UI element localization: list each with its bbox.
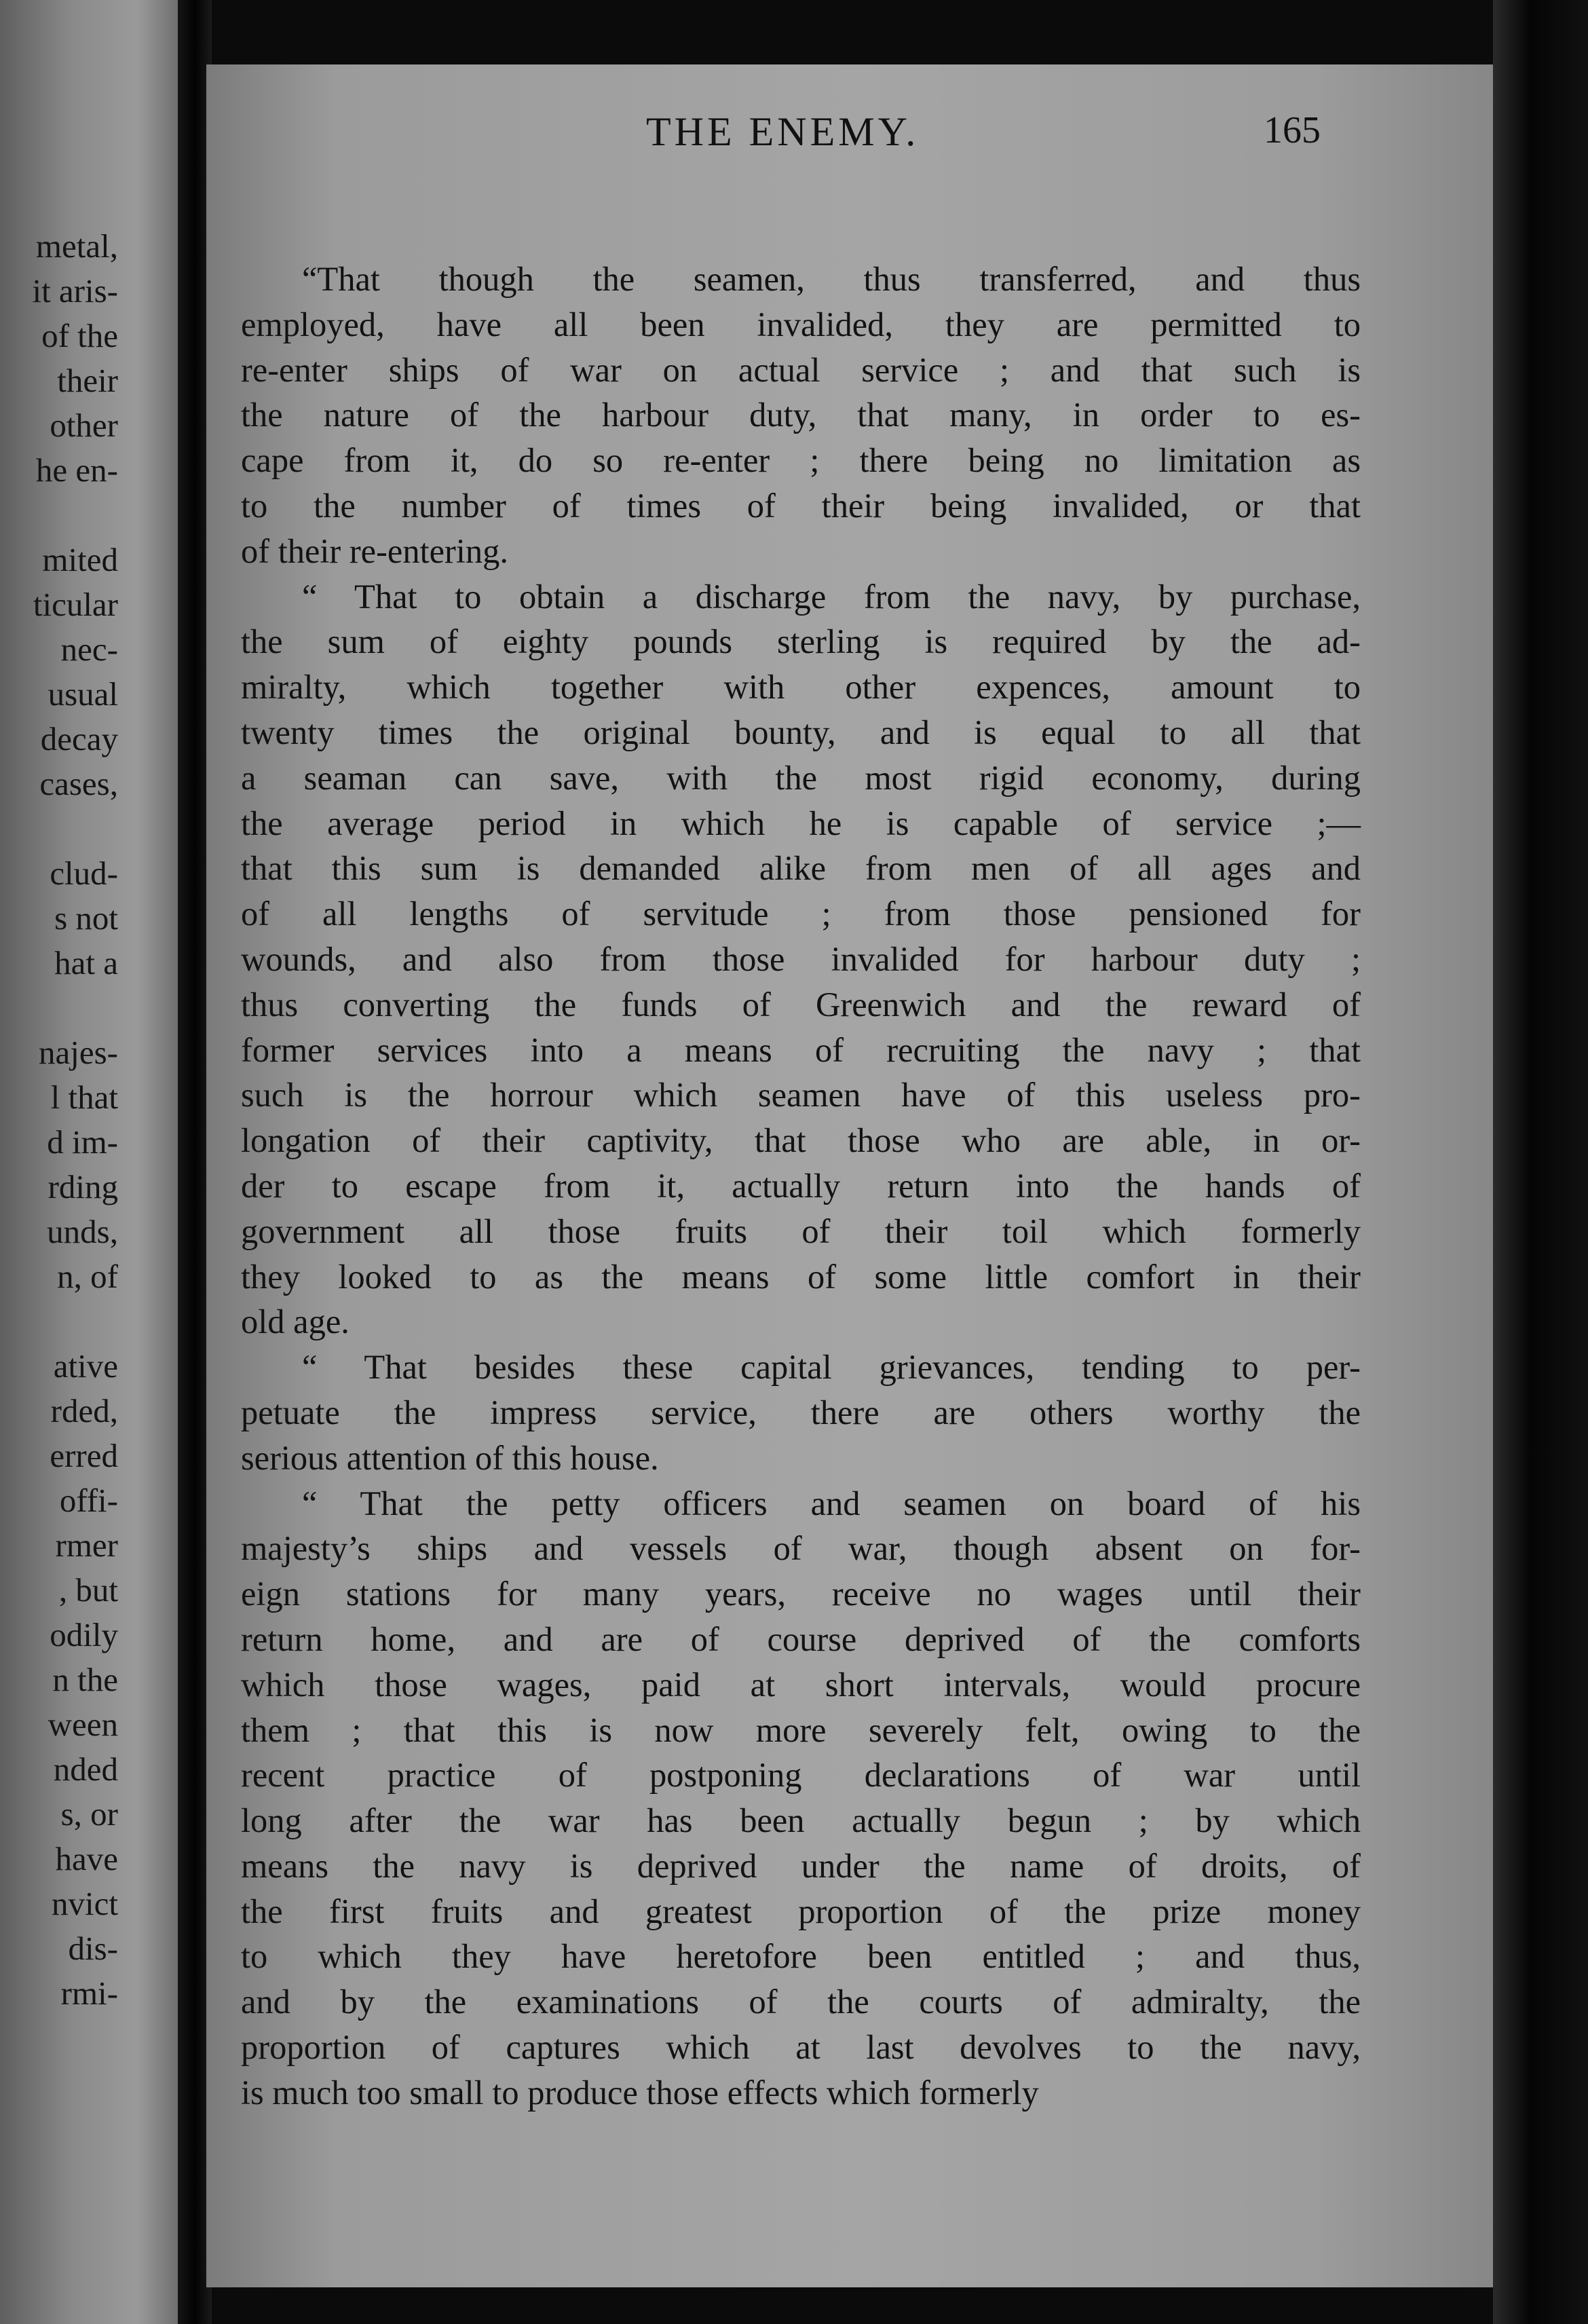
left-page-line: rmi- [60, 1974, 118, 2012]
left-page-line: s not [54, 899, 118, 937]
text-line: recent practice of postponing declarations of war until [241, 1756, 1361, 1795]
left-page-line: rded, [50, 1392, 118, 1429]
left-page-line: rding [48, 1168, 118, 1205]
page-header [0, 109, 1588, 163]
right-edge-shadow [1493, 0, 1588, 2324]
text-line: government all those fruits of their toil which formerly [241, 1212, 1361, 1250]
text-line: employed, have all been invalided, they are permitted to [241, 305, 1361, 343]
left-page-line: offi- [59, 1482, 118, 1519]
left-page-line: l that [50, 1079, 118, 1116]
left-page-text [0, 224, 179, 2016]
text-line: the sum of eighty pounds sterling is required by the ad- [241, 622, 1361, 661]
text-line: old age. [241, 1302, 349, 1341]
text-line: of their re-entering. [241, 531, 508, 570]
left-page-line: odily [50, 1616, 118, 1653]
left-page-line [0, 1299, 179, 1344]
text-line: cape from it, do so re-enter ; there being no limitation as [241, 441, 1361, 480]
left-page-line: he en- [35, 451, 118, 489]
left-page-line: other [50, 407, 118, 444]
text-line: and by the examinations of the courts of admiralty, the [241, 1983, 1361, 2021]
text-line: twenty times the original bounty, and is equal to all that [241, 713, 1361, 751]
left-page-line: s, or [60, 1795, 118, 1833]
left-page-line: rmer [55, 1526, 118, 1564]
text-line: miralty, which together with other expences, amount to [241, 668, 1361, 707]
text-line: that this sum is demanded alike from men of all ages and [241, 849, 1361, 888]
text-line: long after the war has been actually begun ; by which [241, 1801, 1361, 1840]
left-page-line: nec- [60, 631, 118, 668]
text-line: they looked to as the means of some little comfort in their [241, 1257, 1361, 1296]
left-page-line [0, 493, 179, 538]
left-page-line: n the [52, 1661, 118, 1698]
text-line: of all lengths of servitude ; from those pensioned for [241, 895, 1361, 933]
left-page-line: ative [53, 1347, 118, 1385]
text-line: such is the horrour which seamen have of this useless pro- [241, 1076, 1361, 1114]
text-line: is much too small to produce those effects which formerly [241, 2073, 1039, 2112]
text-line: the average period in which he is capable of service ;— [241, 804, 1361, 842]
left-page-line: it aris- [32, 272, 118, 310]
text-line: serious attention of this house. [241, 1438, 659, 1477]
text-line: “That though the seamen, thus transferred, and thus [302, 260, 1361, 298]
left-page-line: d im- [47, 1123, 118, 1161]
text-line: to the number of times of their being invalided, or that [241, 486, 1361, 525]
text-line: “ That besides these capital grievances, tending to per- [302, 1348, 1361, 1387]
left-page-line: of the [41, 317, 118, 354]
left-page-line: hat a [54, 944, 118, 981]
text-line: re-enter ships of war on actual service ; and that such is [241, 350, 1361, 389]
left-page-line: cases, [39, 765, 118, 802]
left-page-line [0, 806, 179, 851]
running-title: THE ENEMY. [646, 109, 920, 154]
left-page-line: decay [40, 720, 118, 757]
text-line: der to escape from it, actually return into the hands of [241, 1166, 1361, 1205]
text-line: proportion of captures which at last devolves to the navy, [241, 2028, 1361, 2067]
left-page-line: ween [48, 1706, 118, 1743]
left-page-line: erred [50, 1437, 118, 1474]
text-line: eign stations for many years, receive no wages until their [241, 1575, 1361, 1613]
text-line: the nature of the harbour duty, that many, in order to es- [241, 396, 1361, 434]
left-page-line: metal, [35, 227, 118, 265]
text-line: means the navy is deprived under the name of droits, of [241, 1846, 1361, 1885]
left-page-line: clud- [50, 855, 118, 892]
left-page-line: nded [53, 1750, 118, 1788]
left-page-line: have [55, 1840, 118, 1877]
left-page-line: nvict [52, 1885, 118, 1922]
text-line: majesty’s ships and vessels of war, though absent on for- [241, 1529, 1361, 1568]
left-page-line: usual [48, 675, 118, 713]
left-page-line: unds, [47, 1213, 118, 1250]
text-line: former services into a means of recruiting the navy ; that [241, 1030, 1361, 1069]
text-line: to which they have heretofore been entitled ; and thus, [241, 1937, 1361, 1976]
left-page-fragment [0, 0, 183, 2324]
left-page-line: najes- [39, 1034, 118, 1071]
left-page-line [0, 986, 179, 1030]
left-page-line: mited [42, 541, 118, 578]
text-line: “ That the petty officers and seamen on board of his [302, 1484, 1361, 1522]
text-line: them ; that this is now more severely felt, owing to the [241, 1710, 1361, 1749]
left-page-line: , but [58, 1571, 118, 1609]
text-line: which those wages, paid at short intervals, would procure [241, 1665, 1361, 1704]
text-line: the first fruits and greatest proportion of the prize money [241, 1892, 1361, 1930]
left-page-line: ticular [33, 586, 118, 623]
left-page-line: dis- [68, 1930, 118, 1967]
text-line: petuate the impress service, there are others worthy the [241, 1393, 1361, 1431]
text-line: “ That to obtain a discharge from the navy, by purchase, [302, 577, 1361, 616]
text-line: a seaman can save, with the most rigid economy, during [241, 758, 1361, 797]
left-page-line: their [57, 362, 118, 399]
body-text [241, 257, 1361, 2116]
text-line: thus converting the funds of Greenwich and the reward of [241, 985, 1361, 1024]
text-line: wounds, and also from those invalided for harbour duty ; [241, 939, 1361, 978]
text-line: return home, and are of course deprived of the comforts [241, 1619, 1361, 1658]
page-number: 165 [1264, 109, 1321, 151]
text-line: longation of their captivity, that those who are able, in or- [241, 1121, 1361, 1160]
left-page-line: n, of [57, 1258, 118, 1295]
